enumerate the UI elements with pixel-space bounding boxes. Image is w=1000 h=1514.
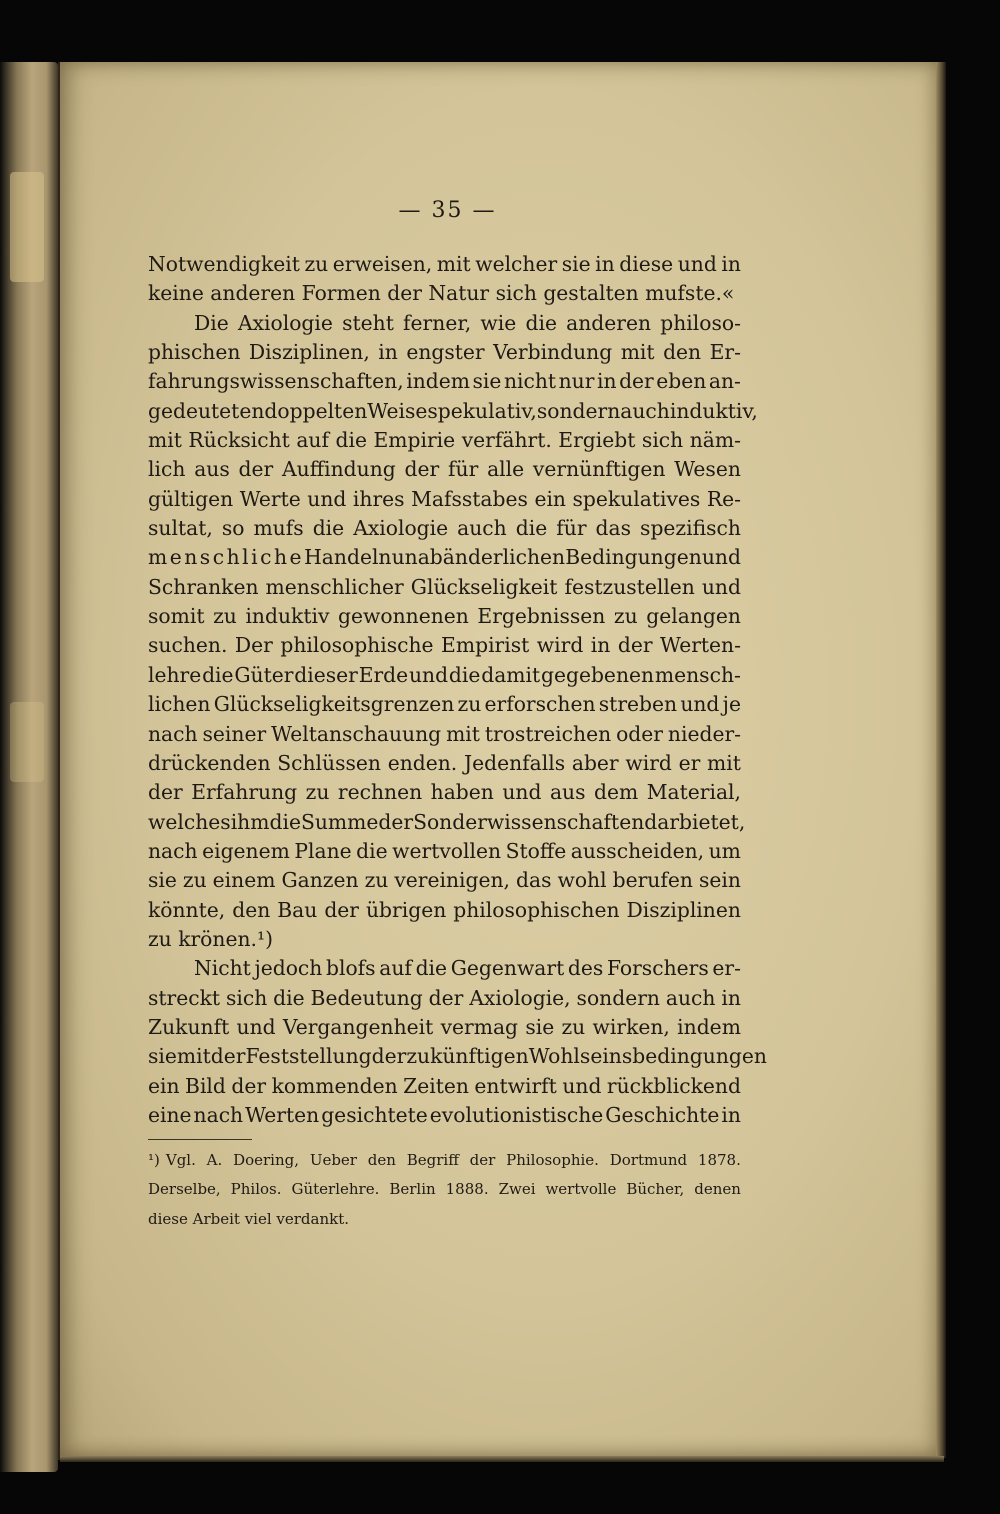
text-line bbox=[148, 984, 741, 1013]
text-line bbox=[148, 485, 741, 514]
body-text bbox=[148, 250, 767, 1130]
word: nieder- bbox=[667, 721, 741, 746]
text-line bbox=[148, 338, 741, 367]
word: blofs bbox=[326, 956, 376, 981]
word: Nicht bbox=[194, 956, 251, 981]
word: spekulatives bbox=[572, 486, 701, 511]
word: sie bbox=[525, 1014, 555, 1039]
word: menschliche bbox=[148, 545, 305, 570]
word: Summe bbox=[300, 809, 379, 834]
word: Axiologie bbox=[353, 516, 449, 541]
word: wird bbox=[536, 633, 584, 658]
word: Sonderwissenschaften bbox=[413, 809, 645, 834]
word: wertvollen bbox=[392, 838, 502, 863]
word: Rücksicht bbox=[188, 428, 290, 453]
word: zu bbox=[304, 252, 329, 276]
word: Doering, bbox=[233, 1151, 300, 1169]
word: lichen bbox=[148, 692, 211, 717]
word: und bbox=[409, 662, 449, 687]
word: je bbox=[722, 692, 741, 717]
word: Dortmund bbox=[609, 1151, 688, 1169]
word: damit bbox=[481, 662, 541, 687]
word: nicht bbox=[503, 369, 557, 394]
word: Weise bbox=[367, 398, 428, 423]
word: Ergebnissen bbox=[477, 604, 606, 629]
word: jedoch bbox=[254, 956, 323, 981]
word: der bbox=[231, 1073, 267, 1098]
word: der bbox=[404, 457, 440, 482]
word: nach bbox=[193, 1102, 244, 1127]
word: anderen bbox=[566, 310, 652, 335]
text-line bbox=[148, 866, 741, 895]
word: doppelten bbox=[264, 398, 368, 423]
word: Plane bbox=[294, 838, 352, 863]
word: Zukunft bbox=[148, 1014, 230, 1039]
word: der bbox=[324, 897, 359, 922]
word: Stoffe bbox=[505, 838, 567, 863]
line-text: zu krönen.¹) bbox=[148, 926, 274, 951]
word: spekulativ, bbox=[427, 398, 537, 423]
word: Der bbox=[234, 633, 273, 658]
line-text: keine anderen Formen der Natur sich gestalten mufste.« bbox=[148, 281, 735, 306]
paper-stain bbox=[10, 172, 44, 282]
word: Empirie bbox=[373, 428, 456, 453]
word: diese bbox=[619, 252, 674, 276]
word: zukünftigen bbox=[406, 1044, 529, 1069]
footnote-text bbox=[166, 1148, 741, 1177]
word: lehre bbox=[148, 662, 202, 687]
word: zu bbox=[613, 604, 638, 629]
word: festzustellen bbox=[564, 574, 695, 599]
word: der bbox=[210, 1044, 246, 1069]
word: Schranken bbox=[148, 574, 259, 599]
word: vernünftigen bbox=[532, 457, 666, 482]
word: ausscheiden, bbox=[570, 838, 705, 863]
text-line bbox=[148, 543, 741, 572]
word: phischen bbox=[148, 340, 241, 365]
word: sondern bbox=[576, 985, 660, 1010]
word: induktiv, bbox=[669, 398, 758, 423]
text-line bbox=[148, 896, 741, 925]
word: sultat, bbox=[148, 516, 213, 541]
word: Re- bbox=[706, 486, 741, 511]
text-line bbox=[148, 749, 741, 778]
word: gegebenen bbox=[540, 662, 655, 687]
word: Weltanschauung bbox=[271, 721, 442, 746]
word: an- bbox=[708, 369, 741, 394]
word: Bild bbox=[185, 1073, 226, 1098]
word: Erfahrung bbox=[191, 780, 298, 805]
text-line bbox=[148, 1072, 741, 1101]
word: der bbox=[371, 1044, 407, 1069]
word: und bbox=[701, 574, 741, 599]
word: zu bbox=[182, 868, 207, 893]
word: Mafsstabes bbox=[411, 486, 528, 511]
word: zu bbox=[213, 604, 237, 629]
word: haben bbox=[430, 780, 494, 805]
word: Schlüssen bbox=[277, 750, 381, 775]
word: sie bbox=[148, 868, 177, 893]
word: zu bbox=[364, 868, 389, 893]
word: auf bbox=[296, 428, 329, 453]
word: er bbox=[678, 750, 701, 775]
word: mit bbox=[707, 750, 741, 775]
word: die bbox=[448, 662, 481, 687]
word: Empirist bbox=[441, 633, 530, 658]
word: um bbox=[708, 838, 741, 863]
word: Berlin bbox=[389, 1180, 436, 1199]
word: evolutionistische bbox=[429, 1102, 604, 1127]
word: 1888. bbox=[445, 1180, 489, 1199]
word: Jedenfalls bbox=[463, 750, 566, 775]
word: dem bbox=[594, 780, 639, 805]
word: sich bbox=[225, 985, 268, 1010]
word: in bbox=[721, 985, 741, 1010]
word: Disziplinen bbox=[626, 897, 741, 922]
word: nach bbox=[148, 721, 198, 746]
word: Verbindung bbox=[493, 340, 613, 365]
word: sie bbox=[148, 1044, 177, 1069]
text-line bbox=[148, 954, 741, 983]
text-line bbox=[148, 690, 741, 719]
word: auf bbox=[379, 956, 412, 981]
text-line bbox=[148, 397, 758, 426]
word: mit bbox=[446, 721, 480, 746]
word: die bbox=[312, 516, 345, 541]
word: den bbox=[232, 897, 271, 922]
text-line bbox=[148, 279, 741, 308]
word: und bbox=[236, 1014, 276, 1039]
word: wie bbox=[480, 310, 517, 335]
word: aus bbox=[549, 780, 586, 805]
word: sie bbox=[472, 369, 502, 394]
word: und bbox=[680, 692, 720, 717]
word: in bbox=[378, 340, 398, 365]
word: darbietet, bbox=[644, 809, 746, 834]
footnote-line bbox=[148, 1207, 741, 1236]
word: die bbox=[202, 662, 234, 687]
word: Glückseligkeit bbox=[410, 574, 558, 599]
word: näm- bbox=[689, 428, 741, 453]
word: berufen bbox=[612, 868, 693, 893]
word: wirken, bbox=[592, 1014, 670, 1039]
word: eine bbox=[148, 1102, 192, 1127]
word: mit bbox=[436, 252, 471, 276]
word: ferner, bbox=[403, 310, 472, 335]
word: welcher bbox=[475, 252, 558, 276]
word: auch bbox=[665, 985, 716, 1010]
word: A. bbox=[206, 1151, 223, 1169]
word: menschlicher bbox=[265, 574, 404, 599]
word: philosophischen bbox=[453, 897, 620, 922]
word: Werte bbox=[239, 486, 301, 511]
word: in bbox=[595, 252, 615, 276]
text-line bbox=[148, 661, 741, 690]
word: zu bbox=[457, 692, 482, 717]
word: oder bbox=[616, 721, 663, 746]
word: philoso- bbox=[660, 310, 741, 335]
word: und bbox=[307, 486, 347, 511]
word: auch bbox=[457, 516, 507, 541]
word: einem bbox=[212, 868, 276, 893]
word: Begriff bbox=[406, 1151, 459, 1169]
word: und bbox=[677, 252, 717, 276]
word: Disziplinen, bbox=[248, 340, 370, 365]
word: Forschers bbox=[606, 956, 709, 981]
word: rechnen bbox=[337, 780, 423, 805]
word: gültigen bbox=[148, 486, 234, 511]
word: Bücher, bbox=[626, 1180, 685, 1199]
word: rückblickend bbox=[606, 1073, 741, 1098]
word: Güterlehre. bbox=[291, 1180, 380, 1199]
word: Feststellung bbox=[245, 1044, 372, 1069]
word: der bbox=[619, 369, 654, 394]
paper-stain bbox=[10, 702, 44, 782]
word: welches bbox=[148, 809, 231, 834]
text-line bbox=[148, 720, 741, 749]
word: der bbox=[428, 985, 464, 1010]
word: Vgl. bbox=[165, 1151, 196, 1169]
text-line bbox=[148, 925, 741, 954]
word: aber bbox=[571, 750, 619, 775]
word: und bbox=[502, 780, 542, 805]
word: sein bbox=[698, 868, 741, 893]
word: das bbox=[595, 516, 632, 541]
word: engster bbox=[406, 340, 485, 365]
word: für bbox=[556, 516, 587, 541]
word: somit bbox=[148, 604, 205, 629]
word: der bbox=[378, 809, 414, 834]
word: Ganzen bbox=[281, 868, 359, 893]
word: ein bbox=[534, 486, 566, 511]
word: streben bbox=[598, 692, 678, 717]
word: indem bbox=[677, 1014, 741, 1039]
word: zu bbox=[561, 1014, 586, 1039]
word: Bedeutung bbox=[310, 985, 423, 1010]
word: vereinigen, bbox=[394, 868, 510, 893]
word: wohl bbox=[557, 868, 607, 893]
word: Axiologie bbox=[237, 310, 333, 335]
word: Zeiten bbox=[403, 1073, 469, 1098]
word: lich bbox=[148, 457, 186, 482]
word: sondern bbox=[536, 398, 621, 423]
word: Ergiebt bbox=[558, 428, 636, 453]
word: 1878. bbox=[697, 1151, 741, 1169]
word: Philosophie. bbox=[506, 1151, 599, 1169]
word: gedeuteten bbox=[148, 398, 265, 423]
word: entwirft bbox=[474, 1073, 557, 1098]
word: des bbox=[567, 956, 604, 981]
text-line bbox=[148, 514, 741, 543]
page-number: — 35 — bbox=[398, 198, 497, 223]
word: vermag bbox=[440, 1014, 519, 1039]
word: aus bbox=[194, 457, 230, 482]
word: die bbox=[356, 838, 388, 863]
word: sich bbox=[641, 428, 684, 453]
footnote-marker: ¹) bbox=[148, 1151, 160, 1169]
word: eben bbox=[656, 369, 707, 394]
word: der bbox=[238, 457, 274, 482]
text-line bbox=[148, 631, 741, 660]
word: die bbox=[335, 428, 367, 453]
footnote-line bbox=[148, 1148, 741, 1177]
word: mit bbox=[620, 340, 655, 365]
word: Auffindung bbox=[282, 457, 396, 482]
word: Material, bbox=[646, 780, 741, 805]
word: drückenden bbox=[148, 750, 271, 775]
word: suchen. bbox=[148, 633, 228, 658]
text-line bbox=[148, 602, 741, 631]
word: mufs bbox=[253, 516, 304, 541]
word: nur bbox=[558, 369, 595, 394]
word: das bbox=[516, 868, 552, 893]
word: sie bbox=[561, 252, 591, 276]
word: trostreichen bbox=[484, 721, 612, 746]
word: übrigen bbox=[365, 897, 447, 922]
text-line bbox=[148, 309, 741, 338]
word: mensch- bbox=[654, 662, 741, 687]
word: den bbox=[663, 340, 702, 365]
word: wertvolle bbox=[545, 1180, 617, 1199]
word: den bbox=[367, 1151, 396, 1169]
word: die bbox=[515, 516, 548, 541]
word: alle bbox=[487, 457, 525, 482]
word: Notwendigkeit bbox=[148, 252, 300, 276]
word: Die bbox=[194, 310, 229, 335]
word: philosophische bbox=[280, 633, 434, 658]
word: Vergangenheit bbox=[282, 1014, 434, 1039]
word: streckt bbox=[148, 985, 221, 1010]
word: spezifisch bbox=[640, 516, 741, 541]
word: die bbox=[525, 310, 557, 335]
word: in bbox=[590, 633, 611, 658]
word: Güter bbox=[234, 662, 294, 687]
word: indem bbox=[406, 369, 470, 394]
word: verfährt. bbox=[461, 428, 552, 453]
text-line bbox=[148, 1013, 741, 1042]
word: unabänderlichen bbox=[391, 545, 566, 570]
word: denen bbox=[694, 1180, 741, 1199]
word: Ueber bbox=[309, 1151, 357, 1169]
word: Gegenwart bbox=[450, 956, 565, 981]
word: der bbox=[617, 633, 653, 658]
word: er- bbox=[712, 956, 741, 981]
word: Derselbe, bbox=[148, 1180, 221, 1199]
text-line bbox=[148, 367, 741, 396]
word: der bbox=[148, 780, 183, 805]
word: zu bbox=[305, 780, 330, 805]
text-line bbox=[148, 426, 741, 455]
footnote-text: diese Arbeit viel verdankt. bbox=[148, 1209, 350, 1228]
word: die bbox=[415, 956, 448, 981]
text-line bbox=[148, 455, 741, 484]
word: und bbox=[562, 1073, 602, 1098]
text-line bbox=[148, 837, 741, 866]
word: Philos. bbox=[230, 1180, 282, 1199]
word: steht bbox=[342, 310, 394, 335]
word: und bbox=[701, 545, 741, 570]
page-bottom-edge bbox=[60, 1456, 944, 1462]
word: ein bbox=[148, 1073, 180, 1098]
word: wird bbox=[625, 750, 672, 775]
word: Axiologie, bbox=[469, 985, 571, 1010]
word: Werten bbox=[245, 1102, 320, 1127]
word: nach bbox=[148, 838, 198, 863]
footnote-line bbox=[148, 1177, 741, 1206]
word: Er- bbox=[709, 340, 741, 365]
word: erforschen bbox=[484, 692, 596, 717]
word: mit bbox=[176, 1044, 211, 1069]
word: ihm bbox=[230, 809, 270, 834]
word: Wohlseinsbedingungen bbox=[528, 1044, 767, 1069]
word: so bbox=[221, 516, 245, 541]
word: Glückseligkeitsgrenzen bbox=[213, 692, 455, 717]
text-line bbox=[148, 1042, 767, 1071]
word: ihres bbox=[352, 486, 405, 511]
word: auch bbox=[620, 398, 670, 423]
word: erweisen, bbox=[332, 252, 433, 276]
word: seiner bbox=[202, 721, 267, 746]
word: gesichtete bbox=[321, 1102, 428, 1127]
word: die bbox=[269, 809, 301, 834]
footnote-rule bbox=[148, 1139, 252, 1140]
text-line bbox=[148, 250, 741, 279]
word: kommenden bbox=[271, 1073, 398, 1098]
word: für bbox=[448, 457, 479, 482]
word: dieser bbox=[294, 662, 358, 687]
word: Wesen bbox=[674, 457, 741, 482]
word: könnte, bbox=[148, 897, 226, 922]
word: der bbox=[469, 1151, 496, 1169]
word: Werten- bbox=[660, 633, 741, 658]
footnotes bbox=[148, 1148, 741, 1236]
word: mit bbox=[148, 428, 182, 453]
word: gewonnenen bbox=[338, 604, 469, 629]
word: gelangen bbox=[646, 604, 741, 629]
word: Handeln bbox=[304, 545, 392, 570]
word: Erde bbox=[358, 662, 409, 687]
word: Bedingungen bbox=[565, 545, 702, 570]
word: Bau bbox=[277, 897, 318, 922]
word: die bbox=[273, 985, 305, 1010]
word: eigenem bbox=[202, 838, 290, 863]
text-line bbox=[148, 778, 741, 807]
previous-page-edge bbox=[0, 62, 58, 1472]
word: enden. bbox=[387, 750, 458, 775]
text-line bbox=[148, 573, 741, 602]
text-line bbox=[148, 1101, 741, 1130]
word: Geschichte bbox=[605, 1102, 720, 1127]
word: in bbox=[596, 369, 617, 394]
word: induktiv bbox=[245, 604, 330, 629]
word: in bbox=[721, 1102, 741, 1127]
word: in bbox=[721, 252, 741, 276]
word: Zwei bbox=[498, 1180, 536, 1199]
word: fahrungswissenschaften, bbox=[148, 369, 404, 394]
text-line bbox=[148, 808, 746, 837]
page-right-edge bbox=[936, 62, 946, 1458]
